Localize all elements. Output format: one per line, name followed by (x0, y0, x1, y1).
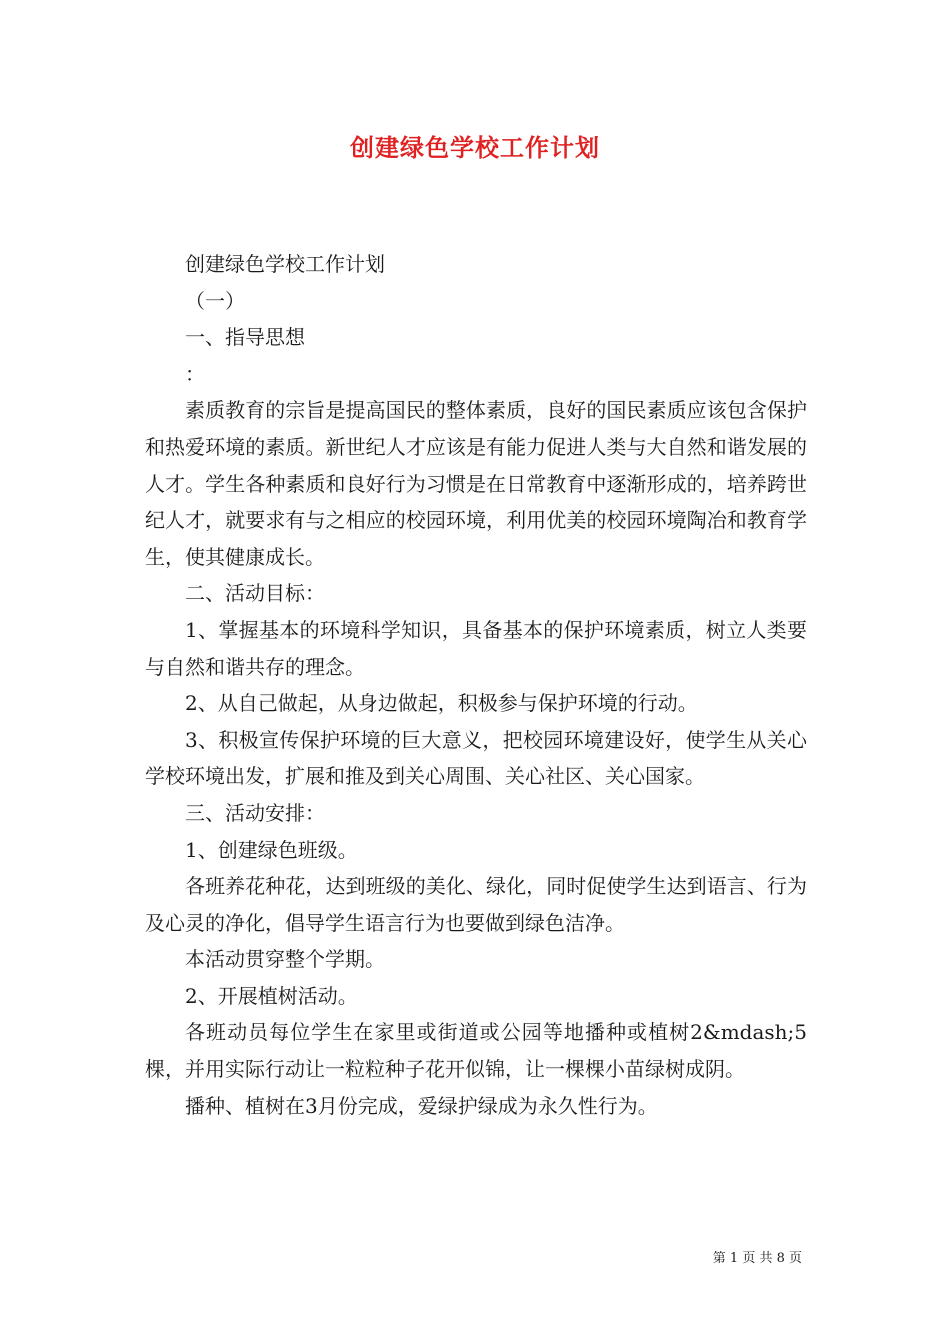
section-heading: 三、活动安排： (185, 800, 325, 825)
paragraph: 本活动贯穿整个学期。 (185, 947, 385, 972)
paragraph: 各班养花种花，达到班级的美化、绿化，同时促使学生达到语言、行为及心灵的净化，倡导学生语言行为也要做到绿色洁净。 (145, 874, 807, 935)
paragraph: ： (185, 361, 205, 386)
document-title: 创建绿色学校工作计划 (350, 133, 600, 162)
page-number: 第 1 页 共 8 页 (712, 1251, 802, 1266)
paragraph: （一） (185, 288, 245, 313)
paragraph: 素质教育的宗旨是提高国民的整体素质，良好的国民素质应该包含保护和热爱环境的素质。新世纪人才应该是有能力促进人类与大自然和谐发展的人才。学生各种素质和良好行为习惯是在日常教育中逐渐形成的，培养跨世纪人才，就要求有与之相应的校园环境，利用优美的校园环境陶冶和教育学生，使其健康成长。 (145, 398, 807, 569)
section-heading: 二、活动目标： (185, 581, 325, 606)
list-item: 1、创建绿色班级。 (185, 837, 358, 862)
paragraph: 播种、植树在3月份完成，爱绿护绿成为永久性行为。 (185, 1093, 658, 1118)
document-body (145, 246, 807, 1124)
section-heading: 一、指导思想 (185, 325, 305, 350)
paragraph: 创建绿色学校工作计划 (185, 252, 385, 276)
list-item: 3、积极宣传保护环境的巨大意义，把校园环境建设好，使学生从关心学校环境出发，扩展和推及到关心周围、关心社区、关心国家。 (145, 727, 807, 789)
list-item: 1、掌握基本的环境科学知识，具备基本的保护环境素质，树立人类要与自然和谐共存的理念。 (145, 617, 807, 679)
paragraph: 各班动员每位学生在家里或街道或公园等地播种或植树2&mdash;5棵，并用实际行动让一粒粒种子花开似锦，让一棵棵小苗绿树成阴。 (145, 1020, 807, 1082)
list-item: 2、从自己做起，从身边做起，积极参与保护环境的行动。 (185, 691, 698, 716)
list-item: 2、开展植树活动。 (185, 983, 358, 1008)
